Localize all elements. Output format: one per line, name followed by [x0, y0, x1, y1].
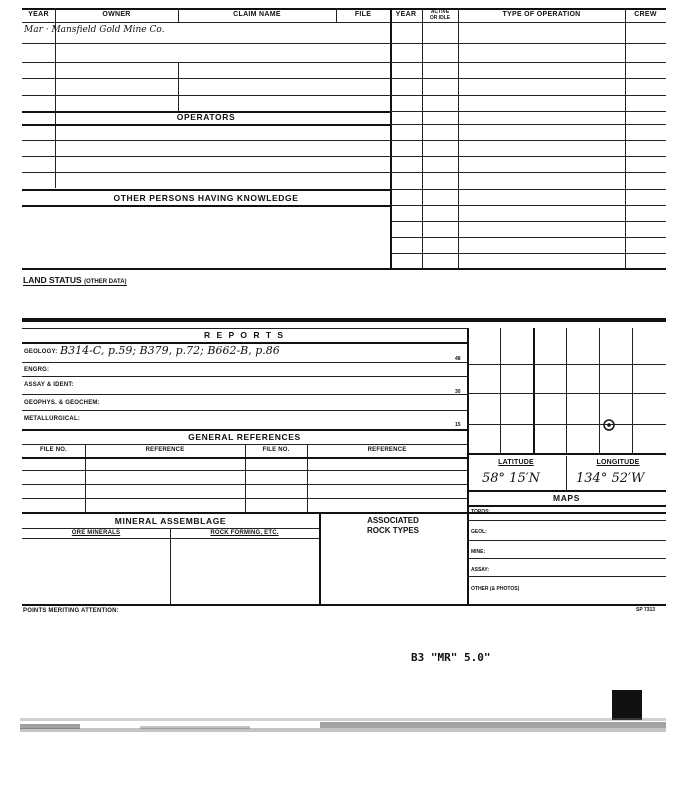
geophys-label: GEOPHYS. & GEOCHEM: [24, 400, 100, 406]
ore-minerals-label: ORE MINERALS [71, 530, 121, 536]
mineral-title: MINERAL ASSEMBLAGE [114, 516, 227, 526]
right-row-line [390, 95, 666, 96]
latlon-divider [566, 456, 567, 490]
maps-geol: GEOL: [471, 529, 487, 535]
refs-col [307, 444, 308, 512]
row-line [22, 78, 390, 79]
points-meriting-label: POINTS MERITING ATTENTION: [23, 608, 119, 614]
grid-line [599, 328, 600, 453]
right-row-line [390, 205, 666, 206]
grid-line [632, 328, 633, 453]
header-active-idle [422, 9, 458, 21]
owner-entry: Mar · Mansfield Gold Mine Co. [24, 25, 165, 35]
row-line [22, 124, 390, 126]
right-row-line [390, 156, 666, 157]
reports-line [22, 376, 467, 377]
row-line [22, 95, 390, 96]
right-row-line [390, 111, 666, 112]
row-line [22, 140, 390, 141]
refs-bottom [22, 512, 666, 514]
header-active-line1: ACTIVE [430, 9, 450, 15]
engrg-label: ENGRG: [24, 367, 50, 373]
right-row-line [390, 172, 666, 173]
longitude-value: 134° 52′W [576, 471, 645, 486]
associated-line1: ASSOCIATED [367, 516, 419, 525]
maps-line [467, 558, 666, 559]
row-line [22, 156, 390, 157]
row-line [22, 189, 390, 191]
other-persons-label: OTHER PERSONS HAVING KNOWLEDGE [113, 193, 299, 203]
col-line [178, 62, 179, 112]
metallurgical-num: 15 [455, 422, 461, 428]
col-line [625, 8, 626, 268]
land-status-title: LAND STATUS [23, 275, 82, 285]
right-row-line [390, 124, 666, 125]
assay-num: 30 [455, 389, 461, 395]
header-claim-name: CLAIM NAME [233, 11, 281, 18]
metallurgical-label: METALLURGICAL: [24, 416, 81, 422]
right-row-line [390, 189, 666, 190]
scan-noise-band [20, 700, 666, 750]
right-row-line [390, 43, 666, 44]
longitude-label: LONGITUDE [596, 459, 640, 466]
right-row-line [390, 253, 666, 254]
header-year: YEAR [28, 11, 49, 18]
general-references-title: GENERAL REFERENCES [188, 432, 301, 442]
right-panel-border [467, 328, 469, 604]
form-number: SP 7313 [636, 607, 656, 613]
operators-label: OPERATORS [176, 112, 236, 122]
associated-rock-types [319, 516, 467, 536]
mineral-col [170, 528, 171, 604]
section-bottom [22, 268, 666, 270]
maps-line [467, 490, 666, 492]
land-status-sub: (OTHER DATA) [84, 279, 127, 285]
refs-reference-2: REFERENCE [367, 447, 407, 453]
row-line [22, 43, 390, 44]
refs-file-no: FILE NO. [40, 447, 67, 453]
geology-entry: B314-C, p.59; B379, p.72; B662-B, p.86 [60, 344, 280, 357]
reports-line [22, 328, 467, 329]
maps-title: MAPS [553, 493, 580, 503]
row-line [22, 62, 390, 63]
reports-line [22, 362, 467, 363]
reports-line [22, 410, 467, 411]
geology-num: 48 [455, 356, 461, 362]
refs-col [85, 444, 86, 512]
land-status-heading [23, 275, 127, 286]
refs-reference: REFERENCE [145, 447, 185, 453]
right-row-line [390, 78, 666, 79]
grid-line [500, 328, 501, 453]
header-type-of-operation: TYPE OF OPERATION [502, 11, 581, 18]
header-year-2: YEAR [395, 11, 417, 18]
right-row-line [390, 237, 666, 238]
col-line [390, 8, 392, 268]
rock-forming-label: ROCK FORMING, ETC. [210, 530, 279, 536]
header-file: FILE [354, 11, 372, 18]
grid-line [467, 393, 666, 394]
maps-other: OTHER (& PHOTOS) [471, 586, 520, 592]
form-bottom [22, 604, 666, 606]
grid-line [566, 328, 567, 453]
maps-line [467, 576, 666, 577]
right-row-line [390, 62, 666, 63]
refs-file-no-2: FILE NO. [262, 447, 290, 453]
stamp-text: B3 "MR" 5.0" [411, 651, 491, 664]
associated-line2: ROCK TYPES [366, 526, 419, 535]
right-row-line [390, 221, 666, 222]
assay-label: ASSAY & IDENT: [24, 382, 74, 388]
col-line [422, 8, 423, 268]
grid-line [467, 453, 666, 455]
header-divider [22, 22, 666, 23]
grid-line [467, 364, 666, 365]
maps-line [467, 505, 666, 507]
geology-label: GEOLOGY: [24, 349, 58, 355]
latitude-label: LATITUDE [498, 459, 534, 466]
col-line [458, 8, 459, 268]
reports-title: R E P O R T S [203, 330, 286, 340]
maps-topos: TOPOS: [471, 509, 491, 515]
grid-line [467, 424, 666, 425]
row-line [22, 205, 390, 207]
right-row-line [390, 140, 666, 141]
header-owner: OWNER [102, 11, 131, 18]
grid-line [533, 328, 535, 453]
reports-top-bar [22, 318, 666, 322]
header-crew: CREW [634, 11, 657, 18]
maps-line [467, 520, 666, 521]
row-line [22, 172, 390, 173]
location-marker-icon [602, 418, 616, 432]
top-border [22, 8, 666, 10]
refs-col [245, 444, 246, 512]
maps-assay: ASSAY: [471, 567, 490, 573]
header-active-line2: OR IDLE [429, 15, 451, 21]
latitude-value: 58° 15′N [482, 471, 541, 486]
col-line [55, 8, 56, 188]
maps-line [467, 540, 666, 541]
reports-line [22, 429, 467, 431]
reports-line [22, 394, 467, 395]
maps-mine: MINE: [471, 549, 486, 555]
